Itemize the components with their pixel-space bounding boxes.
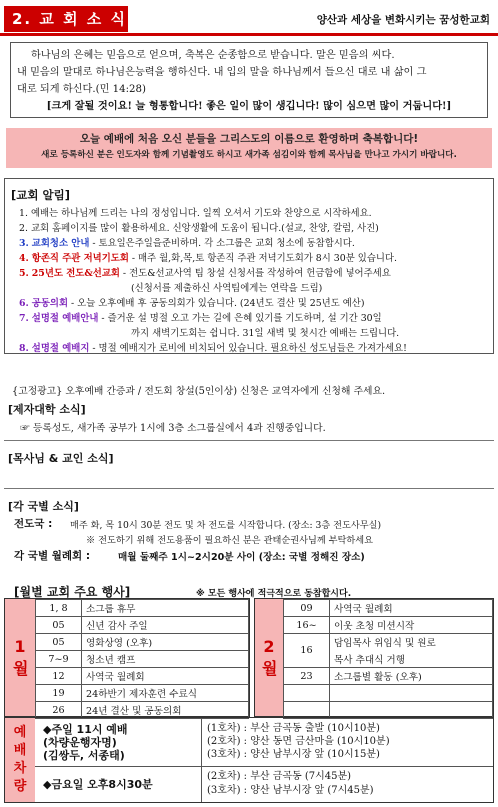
worship-bus-schedule	[4, 717, 494, 803]
announcements-heading: [교회 알림]	[11, 188, 70, 202]
table-row: 1, 8 소그룹 휴무	[36, 600, 249, 617]
table-row: 16~ 이웃 초청 미션시작	[284, 617, 493, 634]
table-row: 7~9 청소년 캠프	[36, 651, 249, 668]
page-header	[0, 0, 498, 36]
month-label-january: 1월	[5, 599, 35, 716]
intro-line: 대로 되게 하신다.(민 14:28)	[17, 84, 146, 95]
monthly-events-note: ※ 모든 행사에 적극적으로 동참합시다.	[196, 589, 352, 599]
announcements-list	[19, 206, 489, 356]
list-item: 1. 예배는 하나님께 드리는 나의 정성입니다. 일찍 오셔서 기도와 찬양으로 시작하세요.	[19, 208, 372, 219]
sunday-drivers: (김쌍두, 서종태)	[43, 749, 125, 762]
monthly-events-title: [월별 교회 주요 행사]	[14, 585, 131, 599]
table-row: 목사 추대식 거행	[284, 651, 493, 668]
fixed-ad: {고정광고} 오후예배 간증과 / 전도회 창설(5인이상) 신청은 교역자에게 신청해 주세요.	[12, 386, 386, 397]
list-item: 6. 공동의회 - 오늘 오후예배 후 공동의회가 있습니다. (24년도 결산 및 25년도 예산)	[19, 298, 365, 309]
bus-label: 예 배 차 량	[5, 718, 35, 802]
list-item: (신청서를 제출하신 사역팀에게는 연락을 드림)	[131, 283, 323, 294]
table-row: 26 24년 결산 및 공동의회	[36, 702, 249, 719]
announcements-box	[4, 178, 494, 354]
sunday-driver-label: (차량운행자명)	[43, 736, 117, 749]
list-item: 4. 항존직 주관 저녁기도회 - 매주 월,화,목,토 항존직 주관 저녁기도회가 8시 30분 있습니다.	[19, 253, 397, 264]
list-item: 7. 설명절 예배안내 - 즐거운 설 명절 오고 가는 길에 은혜 있기를 기도하며, 설 기간 30일	[19, 313, 382, 324]
bus-route: (3호차) : 양산 남부시장 앞 (10시15분)	[207, 749, 380, 760]
table-row	[284, 685, 493, 702]
intro-line: 하나님의 은혜는 믿음으로 얻으며, 축복은 순종함으로 받습니다. 말은 믿음의 씨다.	[31, 50, 395, 61]
table-row: 05 영화상영 (오후)	[36, 634, 249, 651]
welcome-line: 새로 등록하신 분은 인도자와 함께 기념촬영도 하시고 새가족 섬김이와 함께 목사님을 만나고 가시기 바랍니다.	[41, 150, 457, 160]
intro-declaration: [크게 잘될 것이요! 늘 형통합니다! 좋은 일이 많이 생깁니다! 많이 심으면 많이 거둡니다!]	[46, 100, 452, 112]
section-title: 2. 교 회 소 식	[4, 6, 128, 32]
pastor-heading: [목사님 & 교인 소식]	[8, 452, 114, 465]
bus-route: (2호차) : 양산 동면 금산마을 (10시10분)	[207, 736, 390, 747]
table-row: 16 담임목사 위임식 및 원로	[284, 634, 493, 651]
meeting-text: 매월 둘째주 1시~2시20분 사이 (장소: 국별 정해진 장소)	[118, 552, 365, 563]
intro-box	[10, 42, 488, 118]
table-row: 05 신년 감사 주일	[36, 617, 249, 634]
bus-route: (1호차) : 부산 금곡동 출발 (10시10분)	[207, 723, 380, 734]
list-item: 8. 설명절 예배지 - 명절 예배지가 로비에 비치되어 있습니다. 필요하신 성도님들은 가져가세요!	[19, 343, 407, 354]
month-label-february: 2월	[255, 599, 283, 716]
list-item: 3. 교회청소 안내 - 토요일은주일을준비하며. 각 소그룹은 교회 청소에 동참합시다.	[19, 238, 355, 249]
disciple-text: ☞ 등록성도, 새가족 공부가 1시에 3층 소그룹실에서 4과 진행중입니다.	[20, 423, 326, 434]
mission-heading: [각 국별 소식]	[8, 500, 79, 513]
list-item: 5. 25년도 전도&선교회 - 전도&선교사역 팀 창설 신청서를 작성하여 헌금함에 넣어주세요	[19, 268, 391, 279]
friday-service-label: ◆금요일 오후8시30분	[43, 778, 153, 791]
january-events	[4, 598, 250, 717]
sunday-service-label: ◆주일 11시 예배	[43, 723, 128, 736]
intro-line: 내 믿음의 말대로 하나님은능력을 행하신다. 내 입의 말을 하나님께서 들으신 대로 내 삶이 그	[17, 67, 427, 78]
list-item: 까지 새벽기도회는 쉽니다. 31일 새벽 및 첫시간 예배는 드립니다.	[131, 328, 400, 339]
meeting-label: 각 국별 월례회 :	[14, 550, 91, 562]
table-row: 19 24하반기 제자훈련 수료식	[36, 685, 249, 702]
bus-route: (3호차) : 양산 남부시장 앞 (7시45분)	[207, 785, 374, 796]
welcome-line: 오늘 예배에 처음 오신 분들을 그리스도의 이름으로 환영하며 축복합니다!	[79, 133, 419, 145]
table-row: 09 사역국 월례회	[284, 600, 493, 617]
welcome-banner	[6, 128, 492, 168]
list-item: 2. 교회 홈페이지를 많이 활용하세요. 신앙생활에 도움이 됩니다.(설교, 찬양, 칼럼, 사진)	[19, 223, 379, 234]
divider	[35, 766, 493, 767]
evangelism-text: 매주 화, 목 10시 30분 전도 및 차 전도를 시작합니다. (장소: 3층 전도사무실)	[70, 520, 382, 531]
divider	[4, 488, 494, 489]
bus-route: (2호차) : 부산 금곡동 (7시45분)	[207, 771, 352, 782]
evangelism-label: 전도국 :	[14, 518, 53, 530]
divider	[201, 718, 202, 802]
evangelism-note: ※ 전도하기 위해 전도용품이 필요하신 분은 관태순권사님께 부탁하세요	[86, 535, 374, 546]
january-table	[35, 599, 249, 719]
february-table	[283, 599, 493, 719]
february-events	[254, 598, 494, 717]
table-row	[284, 702, 493, 719]
table-row: 12 사역국 월례회	[36, 668, 249, 685]
disciple-heading: [제자대학 소식]	[8, 403, 86, 416]
table-row: 23 소그룹별 활동 (오후)	[284, 668, 493, 685]
divider	[4, 440, 494, 441]
church-motto: 양산과 세상을 변화시키는 꿈성한교회	[316, 14, 490, 26]
